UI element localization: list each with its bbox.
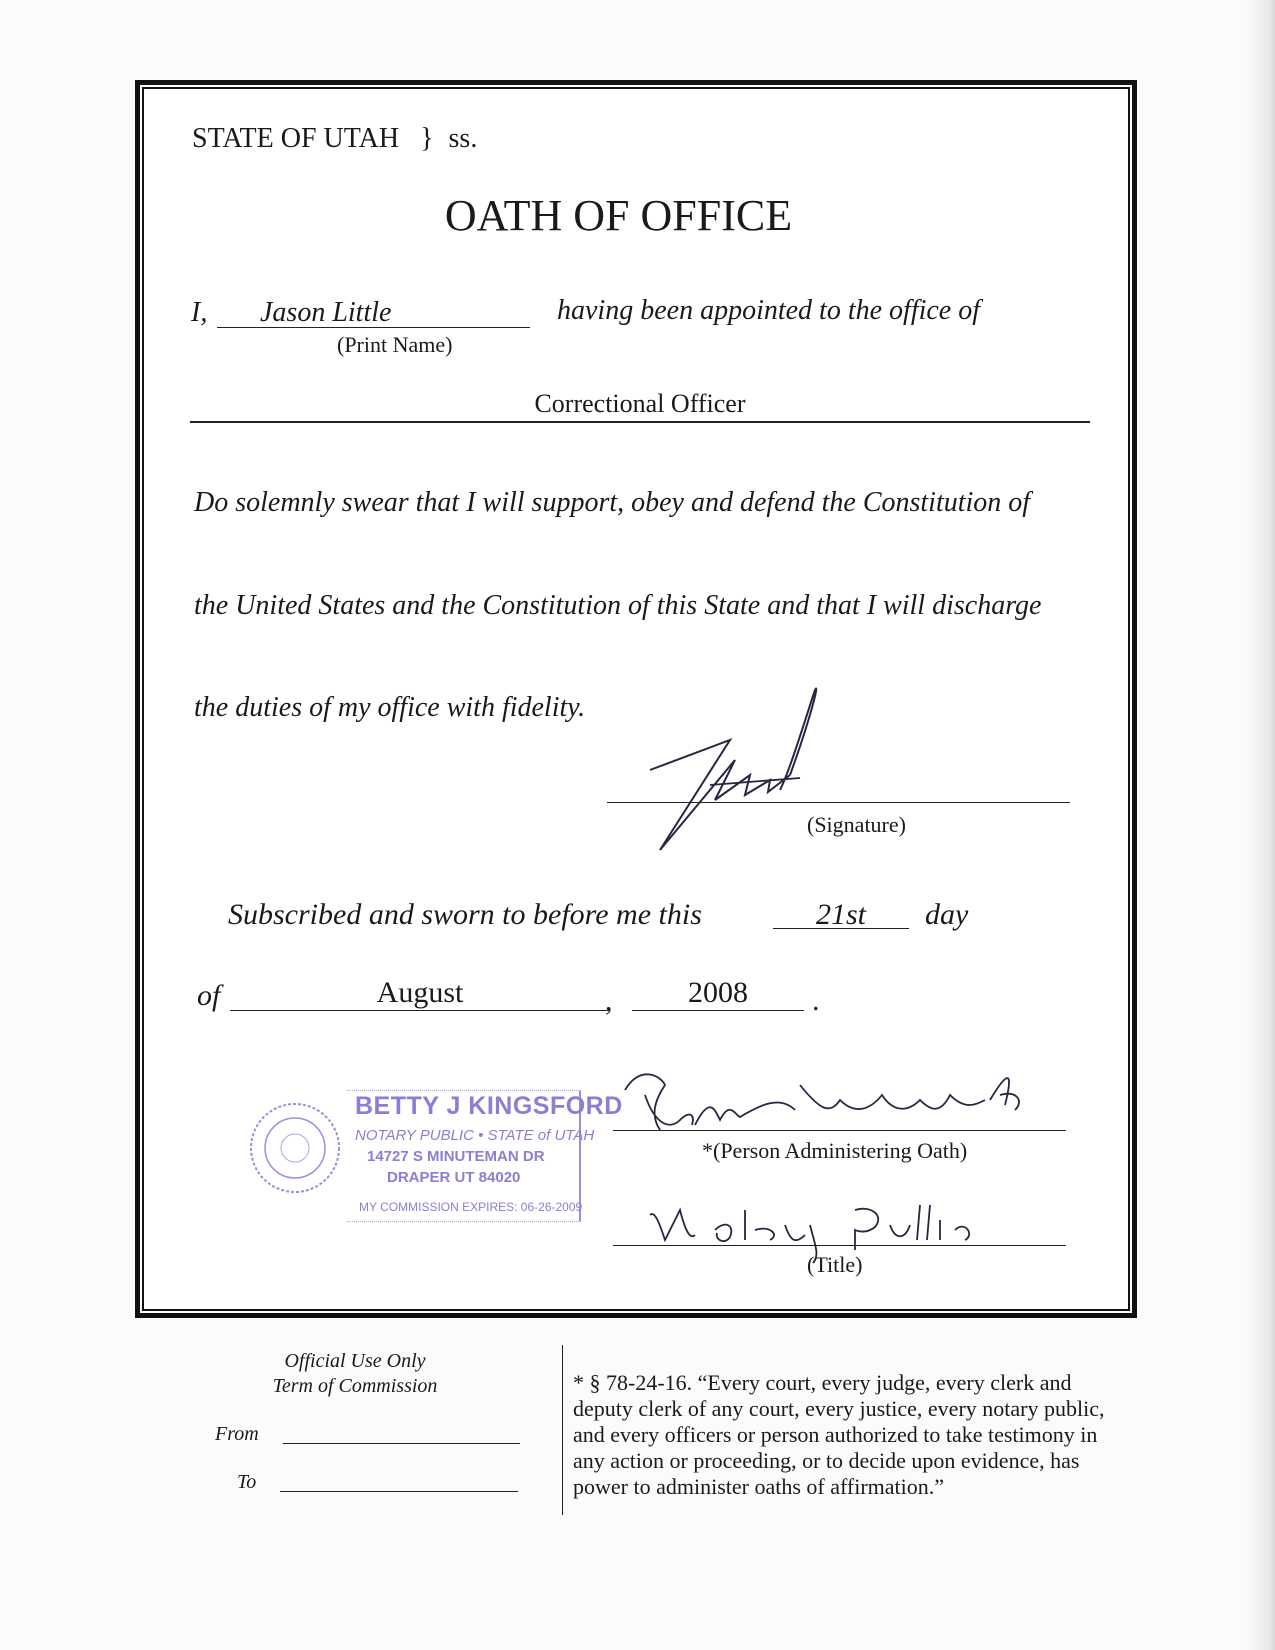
print-name-value: Jason Little [260,297,392,328]
brace: } [420,123,434,154]
stamp-line-4: DRAPER UT 84020 [387,1169,521,1186]
stamp-name: BETTY J KINGSFORD [355,1092,623,1120]
sworn-day-line [773,928,909,929]
of-word: of [197,979,221,1012]
oath-line-2: the United States and the Constitution of this State and that I will discharge [194,590,1042,621]
footer-divider [562,1345,563,1515]
footnote-line-5: power to administer oaths of affirmation.” [573,1474,945,1499]
notary-stamp [247,1082,623,1224]
ss-abbrev: ss. [448,123,478,154]
from-line [283,1443,520,1444]
administrator-caption: *(Person Administering Oath) [702,1138,968,1163]
page-edge-shadow [1245,0,1275,1650]
comma: , [605,984,613,1017]
sworn-month-line [230,1010,610,1011]
term-of-commission-heading: Term of Commission [272,1375,438,1397]
footnote-line-2: deputy clerk of any court, every justice, every notary public, [573,1396,1105,1421]
oath-line-3: the duties of my office with fidelity. [194,692,586,723]
official-use-heading: Official Use Only [284,1350,426,1372]
stamp-line-5: MY COMMISSION EXPIRES: 06-26-2009 [359,1200,583,1214]
print-name-line [217,327,530,328]
to-label: To [237,1471,257,1493]
state-name: STATE OF UTAH [192,123,400,154]
stamp-line-2: NOTARY PUBLIC • STATE of UTAH [355,1127,595,1144]
footnote-line-4: any action or proceeding, or to decide upon evidence, has [573,1448,1080,1473]
office-value: Correctional Officer [534,389,746,418]
signature-caption: (Signature) [807,812,906,837]
appointed-text: having been appointed to the office of [557,295,981,326]
to-line [280,1491,518,1492]
oath-line-1: Do solemnly swear that I will support, obey and defend the Constitution of [194,487,1031,518]
print-name-caption: (Print Name) [337,332,453,357]
sworn-day-value: 21st [815,898,866,931]
sworn-year-value: 2008 [688,976,748,1009]
day-word: day [925,898,969,931]
sworn-month-value: August [376,976,464,1009]
office-line [190,421,1090,423]
sworn-year-line [632,1010,804,1011]
state-heading [192,123,477,155]
footnote-line-3: and every officers or person authorized to take testimony in [573,1422,1098,1447]
page-title: OATH OF OFFICE [444,191,793,240]
footnote-line-1: * § 78-24-16. “Every court, every judge, every clerk and [573,1370,1072,1395]
title-caption: (Title) [807,1252,863,1277]
period: . [812,984,820,1017]
i-prefix: I, [191,297,208,328]
state-seal-icon [249,1102,341,1194]
from-label: From [215,1423,259,1445]
footnote [573,1370,1104,1500]
stamp-line-3: 14727 S MINUTEMAN DR [367,1148,545,1165]
administrator-signature [620,1055,1040,1145]
sworn-text: Subscribed and sworn to before me this [228,898,702,931]
